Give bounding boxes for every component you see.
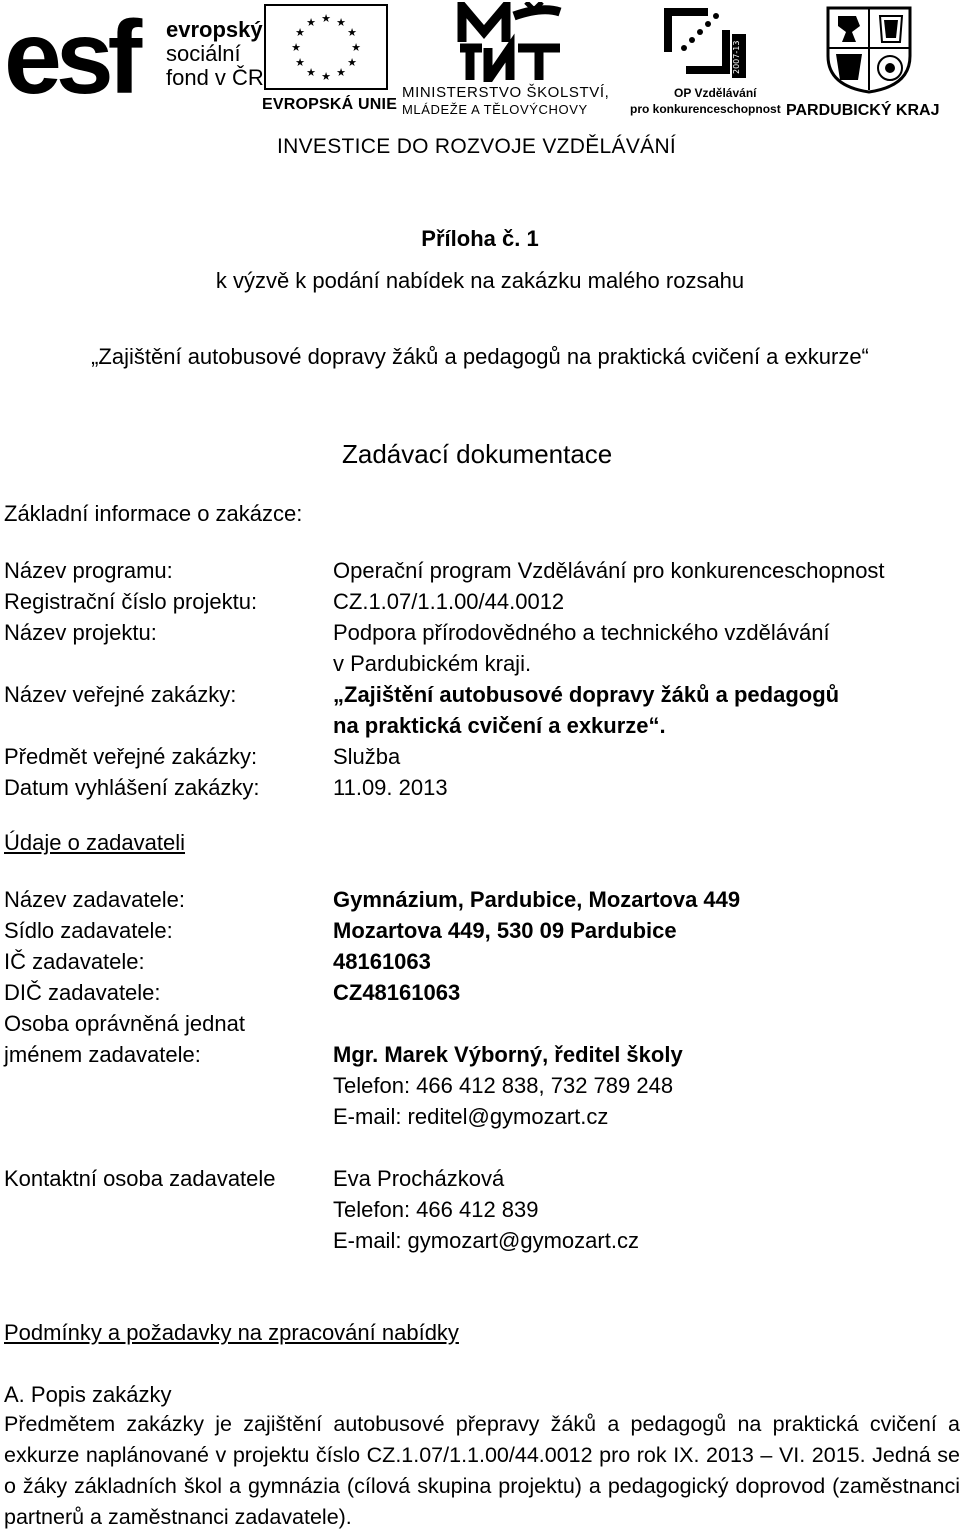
authority-name-label: Název zadavatele: (4, 887, 185, 912)
svg-text:★: ★ (306, 16, 316, 29)
msmt-mark-icon (456, 2, 566, 82)
project-label: Název projektu: (4, 620, 157, 645)
ic-value: 48161063 (333, 949, 431, 974)
contact-person-name: Eva Procházková (333, 1166, 505, 1191)
svg-text:★: ★ (295, 56, 305, 69)
crest-icon (826, 6, 912, 94)
eu-logo (262, 4, 398, 120)
svg-text:★: ★ (306, 66, 316, 79)
svg-text:★: ★ (336, 66, 346, 79)
appendix-label: Příloha č. 1 (421, 226, 539, 251)
authorized-person-label-line-1: Osoba oprávněná jednat (4, 1011, 245, 1036)
msmt-line-2: MLÁDEŽE A TĚLOVÝCHOVY (402, 102, 588, 117)
project-value-line-2: v Pardubickém kraji. (333, 651, 532, 676)
esf-mark: esf (4, 0, 137, 116)
date-value: 11.09. 2013 (333, 775, 448, 800)
registration-label: Registrační číslo projektu: (4, 589, 258, 614)
contract-label: Název veřejné zakázky: (4, 682, 237, 707)
svg-text:★: ★ (351, 41, 361, 54)
contact-person-label: Kontaktní osoba zadavatele (4, 1166, 276, 1191)
section-a-heading: A. Popis zakázky (4, 1382, 172, 1407)
authority-name-value: Gymnázium, Pardubice, Mozartova 449 (333, 887, 741, 912)
opvk-line-1: OP Vzdělávání (674, 86, 757, 100)
opvk-logo (630, 2, 780, 120)
program-value: Operační program Vzdělávání pro konkurenceschopnost (333, 558, 885, 583)
eu-flag-icon (264, 4, 388, 90)
esf-line-1: evropský (166, 17, 263, 42)
contracting-heading: Údaje o zadavateli (4, 830, 186, 855)
msmt-logo (400, 2, 625, 120)
subtitle: k výzvě k podání nabídek na zakázku malého rozsahu (215, 268, 745, 293)
svg-text:★: ★ (291, 41, 301, 54)
conditions-heading: Podmínky a požadavky na zpracování nabídky (4, 1320, 459, 1345)
authorized-person-label-line-2: jménem zadavatele: (4, 1042, 201, 1067)
subject-value: Služba (333, 744, 401, 769)
dic-label: DIČ zadavatele: (4, 980, 161, 1005)
msmt-line-1: MINISTERSTVO ŠKOLSTVÍ, (402, 84, 610, 101)
contract-value-line-1: „Zajištění autobusové dopravy žáků a pedagogů (333, 682, 840, 707)
date-label: Datum vyhlášení zakázky: (4, 775, 260, 800)
section-a-paragraph: Předmětem zakázky je zajištění autobusové přepravy žáků a pedagogů na praktická cvičení a exkurze naplánované v projektu číslo CZ.1.07/1.1.00/44.0012 pro rok IX. 2013 – VI. 2015. Jedná se o žáky základních škol a gymnázia (cílová skupina projektu) a pedagogický doprovod (zaměstnanci partnerů a zaměstnanci zadavatele). (4, 1412, 960, 1529)
contract-title: „Zajištění autobusové dopravy žáků a pedagogů na praktická cvičení a exkurze“ (91, 344, 869, 369)
opvk-line-2: pro konkurenceschopnost (630, 102, 781, 116)
program-label: Název programu: (4, 558, 173, 583)
esf-logo (4, 0, 264, 116)
esf-line-2: sociální (166, 41, 241, 66)
pk-label: PARDUBICKÝ KRAJ (786, 102, 940, 119)
contact-person-email: E-mail: gymozart@gymozart.cz (333, 1228, 639, 1253)
contract-value-line-2: na praktická cvičení a exkurze“. (333, 713, 666, 738)
ic-label: IČ zadavatele: (4, 949, 145, 974)
svg-text:★: ★ (336, 16, 346, 29)
basic-info-heading: Základní informace o zakázce: (4, 501, 303, 526)
svg-text:2007-13: 2007-13 (732, 40, 741, 74)
svg-text:★: ★ (347, 26, 357, 39)
eu-label: EVROPSKÁ UNIE (262, 96, 398, 113)
authority-seat-label: Sídlo zadavatele: (4, 918, 173, 943)
authority-seat-value: Mozartova 449, 530 09 Pardubice (333, 918, 677, 943)
svg-text:★: ★ (295, 26, 305, 39)
svg-text:★: ★ (347, 56, 357, 69)
registration-value: CZ.1.07/1.1.00/44.0012 (333, 589, 565, 614)
logo-banner (0, 0, 960, 170)
opvk-mark-icon (660, 4, 750, 84)
investice-banner: INVESTICE DO ROZVOJE VZDĚLÁVÁNÍ (277, 135, 677, 158)
pardubicky-kraj-logo (786, 6, 956, 122)
authorized-person-name: Mgr. Marek Výborný, ředitel školy (333, 1042, 683, 1067)
authorized-person-phone: Telefon: 466 412 838, 732 789 248 (333, 1073, 674, 1098)
dic-value: CZ48161063 (333, 980, 461, 1005)
svg-text:★: ★ (321, 70, 331, 83)
doc-title: Zadávací dokumentace (342, 439, 613, 469)
authorized-person-email: E-mail: reditel@gymozart.cz (333, 1104, 609, 1129)
subject-label: Předmět veřejné zakázky: (4, 744, 258, 769)
esf-text (166, 18, 264, 90)
svg-text:★: ★ (321, 12, 331, 25)
esf-line-3: fond v ČR (166, 65, 264, 90)
contact-person-phone: Telefon: 466 412 839 (333, 1197, 539, 1222)
project-value-line-1: Podpora přírodovědného a technického vzdělávání (333, 620, 830, 645)
